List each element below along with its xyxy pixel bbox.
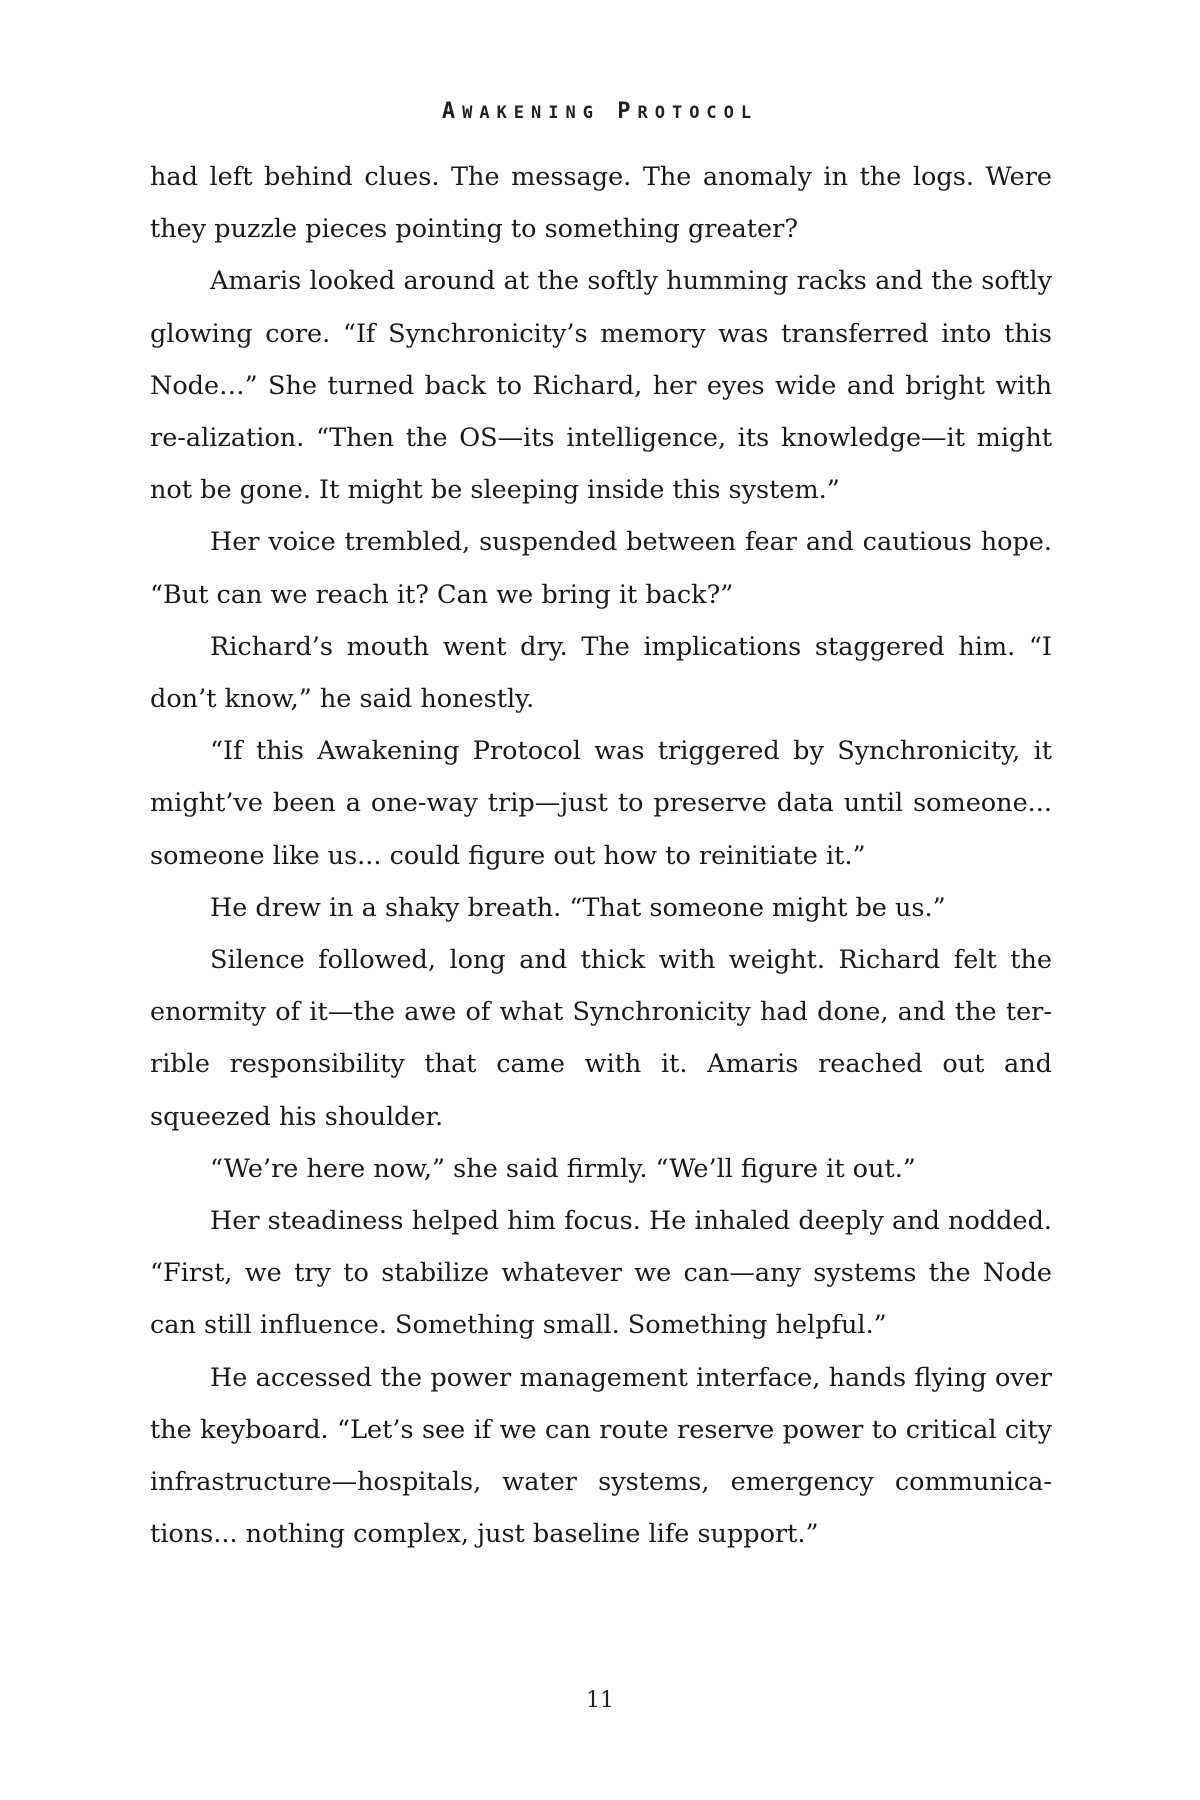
running-head	[0, 99, 1200, 124]
running-head-title: AWAKENING PROTOCOL	[441, 99, 759, 124]
page-number: 11	[586, 1688, 614, 1713]
paragraph: Silence followed, long and thick with weight. Richard felt the enormity of it—the awe of what Synchronicity had done, and the ter-rible responsibility that came with it. Amaris reached out and squeezed his shoulder.	[150, 945, 1052, 1132]
body-text	[150, 151, 1052, 1560]
paragraph: “If this Awakening Protocol was triggered by Synchronicity, it might’ve been a one-way trip—just to preserve data until someone... someone like us... could figure out how to reinitiate it.”	[150, 736, 1052, 871]
paragraph: had left behind clues. The message. The anomaly in the logs. Were they puzzle pieces pointing to something greater?	[150, 162, 1052, 245]
paragraph: Her voice trembled, suspended between fear and cautious hope. “But can we reach it? Can we bring it back?”	[150, 527, 1052, 610]
paragraph: “We’re here now,” she said firmly. “We’ll figure it out.”	[210, 1153, 916, 1184]
paragraph: He drew in a shaky breath. “That someone might be us.”	[210, 892, 946, 923]
paragraph: Her steadiness helped him focus. He inhaled deeply and nodded. “First, we try to stabilize whatever we can—any systems the Node can still influence. Something small. Something helpful.”	[150, 1206, 1052, 1341]
paragraph: He accessed the power management interface, hands flying over the keyboard. “Let’s see if we can route reserve power to critical city infrastructure—hospitals, water systems, emergency communica-tions... nothing complex, just baseline life support.”	[150, 1362, 1052, 1550]
paragraph: Amaris looked around at the softly humming racks and the softly glowing core. “If Synchronicity’s memory was transferred into this Node…” She turned back to Richard, her eyes wide and bright with re-alization. “Then the OS—its intelligence, its knowledge—it might not be gone. It might be sleeping inside this system.”	[150, 266, 1052, 506]
paragraph: Richard’s mouth went dry. The implications staggered him. “I don’t know,” he said honestly.	[150, 631, 1052, 715]
